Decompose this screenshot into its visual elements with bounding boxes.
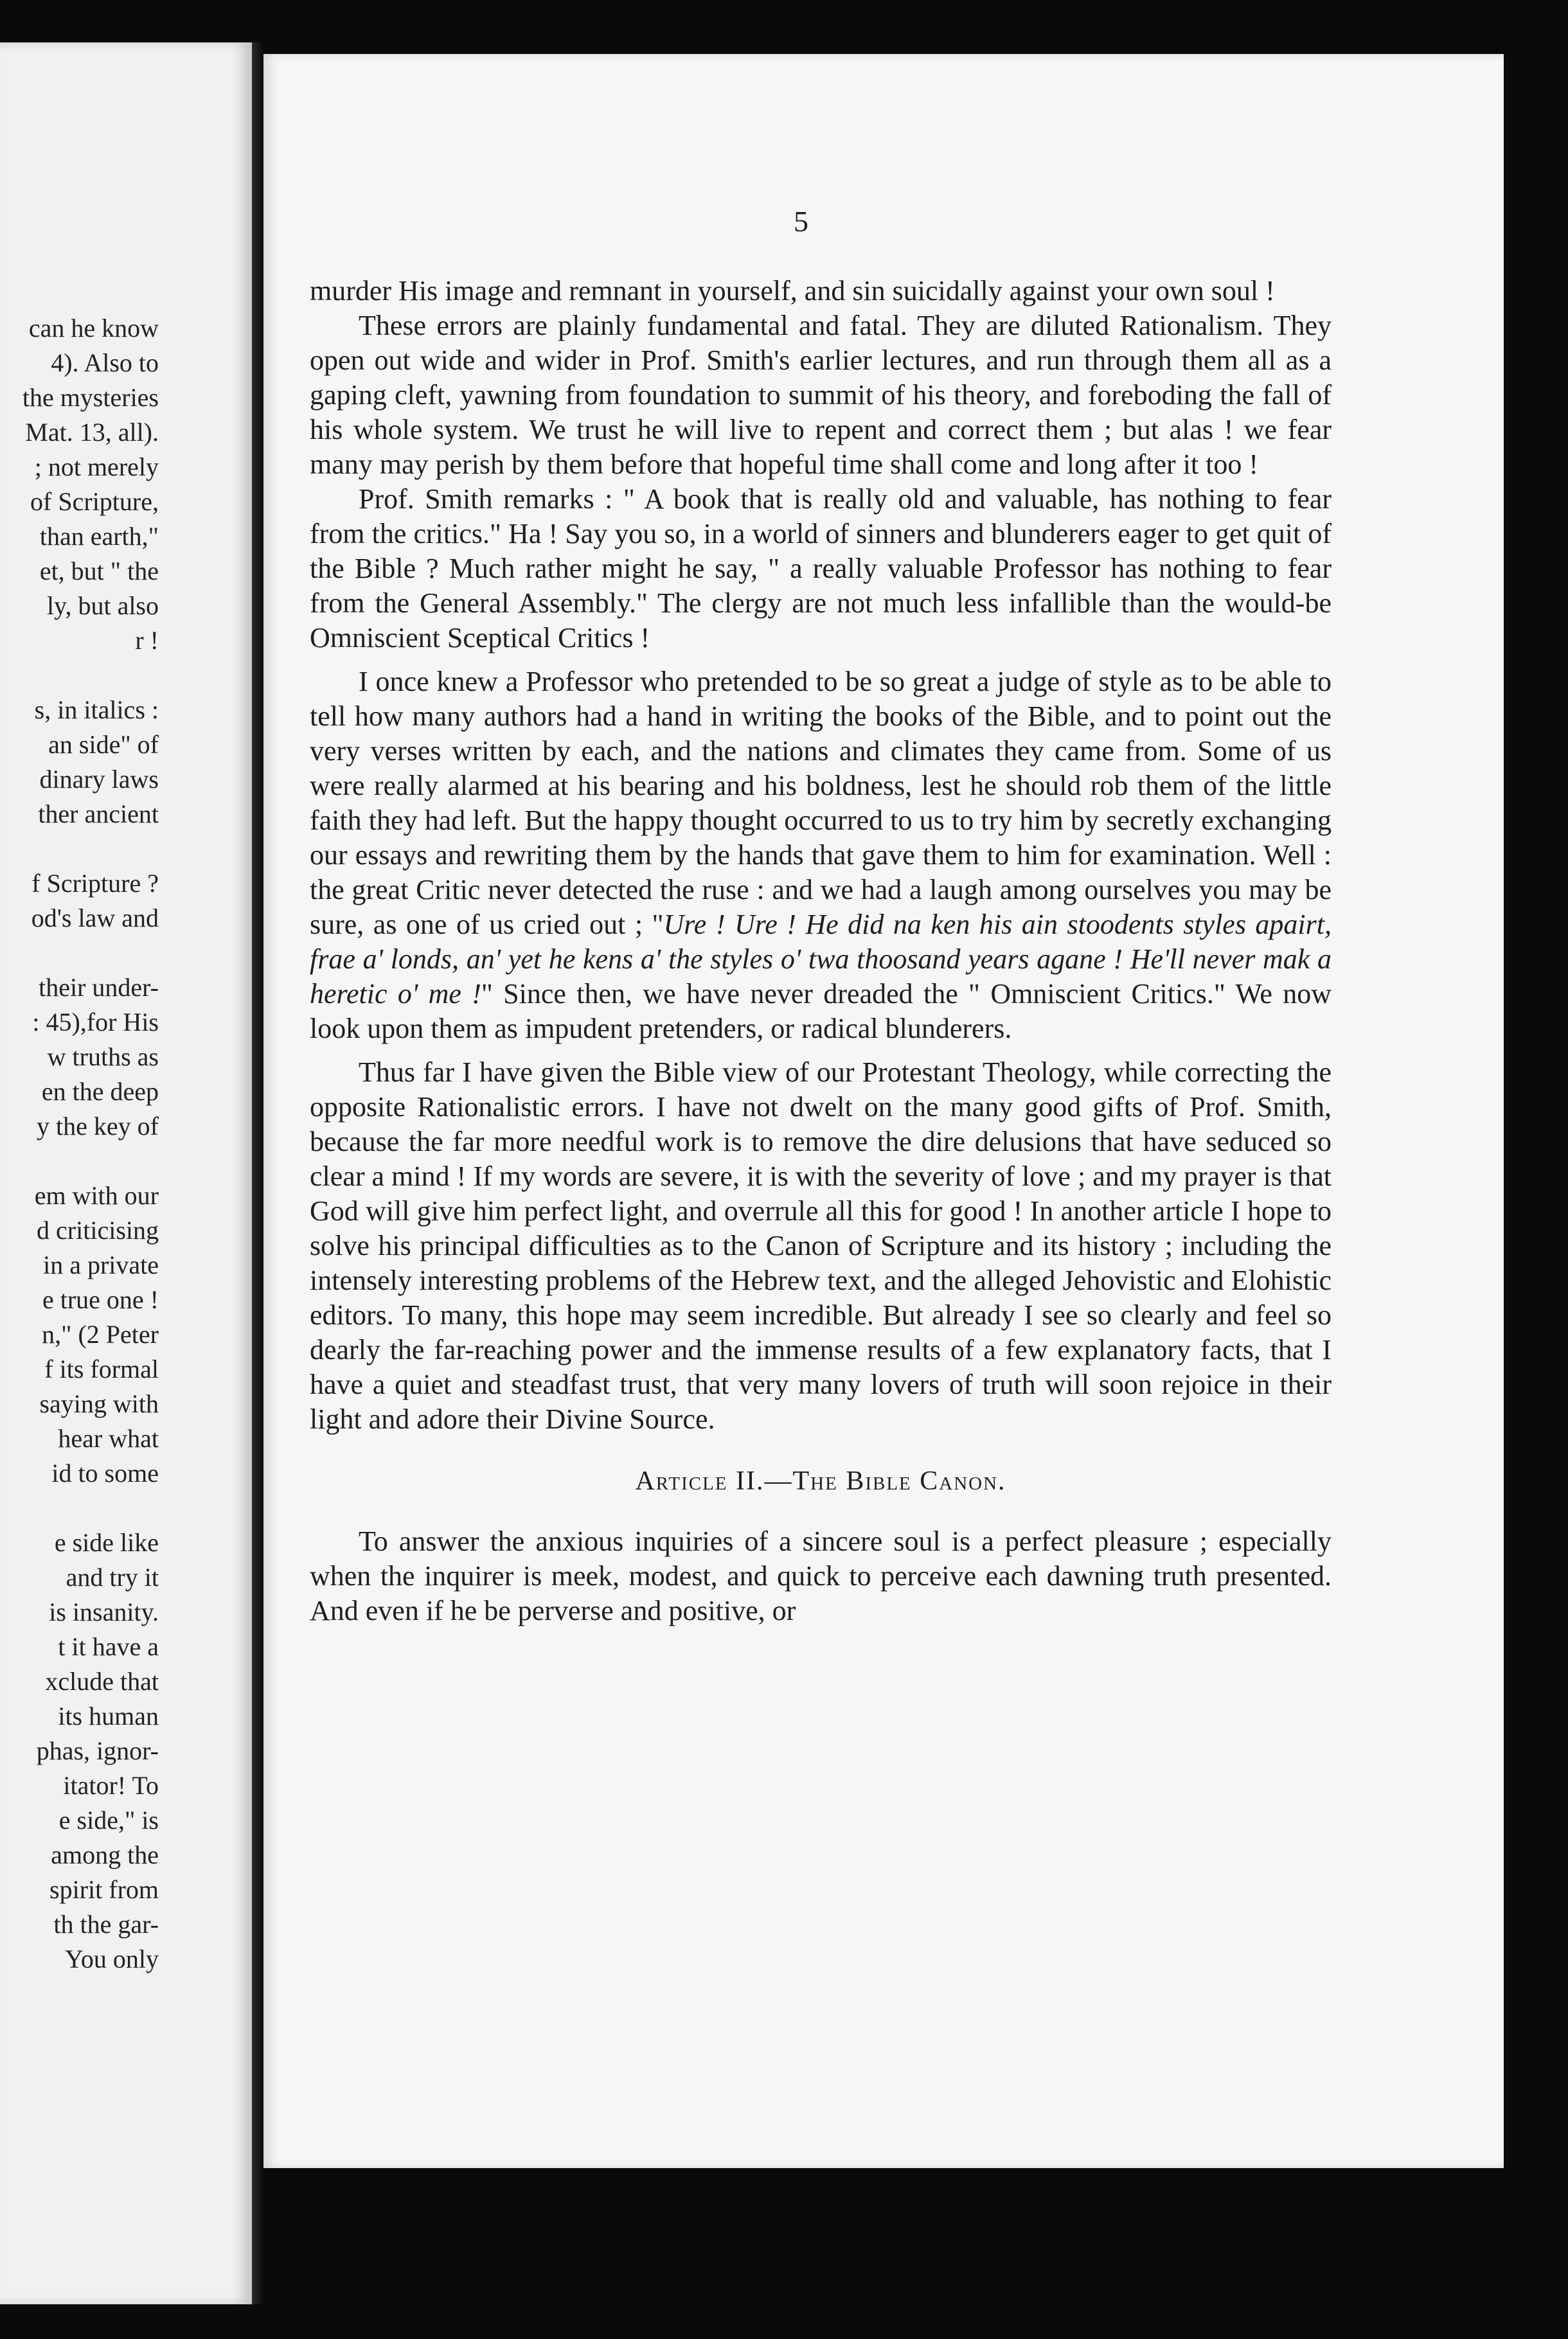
facing-page-line: f Scripture ?	[31, 869, 159, 898]
paragraph-text: " Since then, we have never dreaded the " Omniscient Critics." We now look upon them as impudent pretenders, or radical blunderers.	[310, 978, 1332, 1044]
facing-page-line: w truths as	[47, 1042, 159, 1071]
facing-page-line: their under-	[39, 973, 159, 1002]
facing-page-line: e side like	[54, 1528, 159, 1557]
facing-page-line: ; not merely	[34, 452, 159, 481]
facing-page-line: r !	[135, 626, 159, 655]
facing-page-line: an side" of	[48, 730, 159, 759]
paragraph: Prof. Smith remarks : " A book that is really old and valuable, has nothing to fear from the critics." Ha ! Say you so, in a world of sinners and blunderers eager to get quit of the Bible ? Much rather might he say, " a really valuable Professor has nothing to fear from the General Assembly." The clergy are not much less infallible than the would-be Omniscient Sceptical Critics !	[310, 483, 1332, 654]
facing-page-line: dinary laws	[39, 765, 159, 794]
facing-page-line: 4). Also to	[51, 348, 159, 377]
facing-page-line: phas, ignor-	[36, 1736, 159, 1765]
facing-page-line: You only	[65, 1944, 159, 1973]
facing-page-line: f its formal	[44, 1355, 159, 1383]
facing-page-line: s, in italics :	[34, 695, 159, 724]
facing-page-text	[22, 311, 159, 1977]
facing-page-line: Mat. 13, all).	[25, 418, 159, 447]
facing-page-line: among the	[51, 1840, 159, 1869]
facing-page-line: itator! To	[63, 1771, 159, 1800]
facing-page-line: spirit from	[49, 1875, 159, 1904]
book-gutter	[252, 42, 263, 2304]
page-number: 5	[794, 205, 808, 238]
facing-page-line: xclude that	[45, 1667, 159, 1696]
facing-page-line: in a private	[43, 1250, 159, 1279]
paragraph: murder His image and remnant in yourself, and sin suicidally against your own soul !	[310, 275, 1275, 307]
facing-page-line: ther ancient	[38, 799, 159, 828]
facing-page-line: its human	[58, 1702, 159, 1730]
paragraph: These errors are plainly fundamental and fatal. They are diluted Rationalism. They open out wide and wider in Prof. Smith's earlier lectures, and run through them all as a gaping cleft, yawning from foundation to summit of his theory, and foreboding the fall of his whole system. We trust he will live to repent and correct them ; but alas ! we fear many may perish by them before that hopeful time shall come and long after it too !	[310, 310, 1332, 480]
facing-page-line: en the deep	[41, 1077, 159, 1106]
facing-page-line: than earth,"	[39, 522, 159, 551]
article-heading: Article II.—The Bible Canon.	[635, 1466, 1006, 1496]
facing-page-line	[22, 658, 159, 693]
facing-page-line: ly, but also	[46, 591, 159, 620]
facing-page-line: n," (2 Peter	[42, 1320, 159, 1349]
facing-page-line: : 45),for His	[32, 1008, 159, 1036]
paragraph-text: I once knew a Professor who pretended to be so great a judge of style as to be able to tell how many authors had a hand in writing the books of the Bible, and to point out the very verses written by each, and the nations and climates they came from. Some of us were really alarmed at his bearing and his boldness, lest he should rob them of the little faith they had left. But the happy thought occurred to us to try him by secretly exchanging our essays and rewriting them by the hands that gave them to him for examination. Well : the great Critic never detected the ruse : and we had a laugh among ourselves you may be sure, as one of us cried out ; "	[310, 666, 1332, 940]
facing-page-line: e side," is	[58, 1806, 159, 1835]
facing-page-line: the mysteries	[22, 383, 159, 412]
facing-page-line: saying with	[39, 1389, 159, 1418]
facing-page-line	[22, 936, 159, 970]
facing-page-line: od's law and	[31, 903, 159, 932]
facing-page-line: of Scripture,	[30, 487, 159, 516]
facing-page-line: d criticising	[37, 1216, 159, 1245]
facing-page-line: and try it	[66, 1563, 159, 1592]
facing-page-line: is insanity.	[49, 1597, 159, 1626]
facing-page-fragment	[0, 42, 252, 2304]
facing-page-line: y the key of	[37, 1112, 159, 1141]
facing-page-line: th the gar-	[53, 1910, 159, 1939]
dialect-quote: Ure ! Ure ! He did na ken his ain stoodents styles apairt, frae a' londs, an' yet he kens a' the styles o' twa thoosand years agane ! He'll never mak a heretic o' me !	[310, 909, 1332, 1009]
paragraph	[310, 664, 1332, 1046]
facing-page-line	[22, 1491, 159, 1525]
page-body	[310, 274, 1332, 1628]
facing-page-line: t it have a	[58, 1632, 159, 1661]
facing-page-line: et, but " the	[39, 556, 159, 585]
facing-page-line: can he know	[28, 314, 159, 342]
facing-page-line: id to some	[51, 1459, 159, 1488]
facing-page-line	[22, 832, 159, 866]
facing-page-line: em with our	[34, 1181, 159, 1210]
facing-page-line	[22, 1144, 159, 1178]
facing-page-line: e true one !	[42, 1285, 159, 1314]
paragraph: Thus far I have given the Bible view of our Protestant Theology, while correcting the opposite Rationalistic errors. I have not dwelt on the many good gifts of Prof. Smith, because the far more needful work is to remove the dire delusions that have seduced so clear a mind ! If my words are severe, it is with the severity of love ; and my prayer is that God will give him perfect light, and overrule all this for good ! In another article I hope to solve his principal difficulties as to the Canon of Scripture and its history ; including the intensely interesting problems of the Hebrew text, and the alleged Jehovistic and Elohistic editors. To many, this hope may seem incredible. But already I see so clearly and feel so dearly the far-reaching power and the immense results of a few explanatory facts, that I have a quiet and steadfast trust, that very many lovers of truth will soon rejoice in their light and adore their Divine Source.	[310, 1056, 1332, 1435]
facing-page-line: hear what	[58, 1424, 159, 1453]
paragraph: To answer the anxious inquiries of a sincere soul is a perfect pleasure ; especially when the inquirer is meek, modest, and quick to perceive each dawning truth presented. And even if he be perverse and positive, or	[310, 1525, 1332, 1626]
